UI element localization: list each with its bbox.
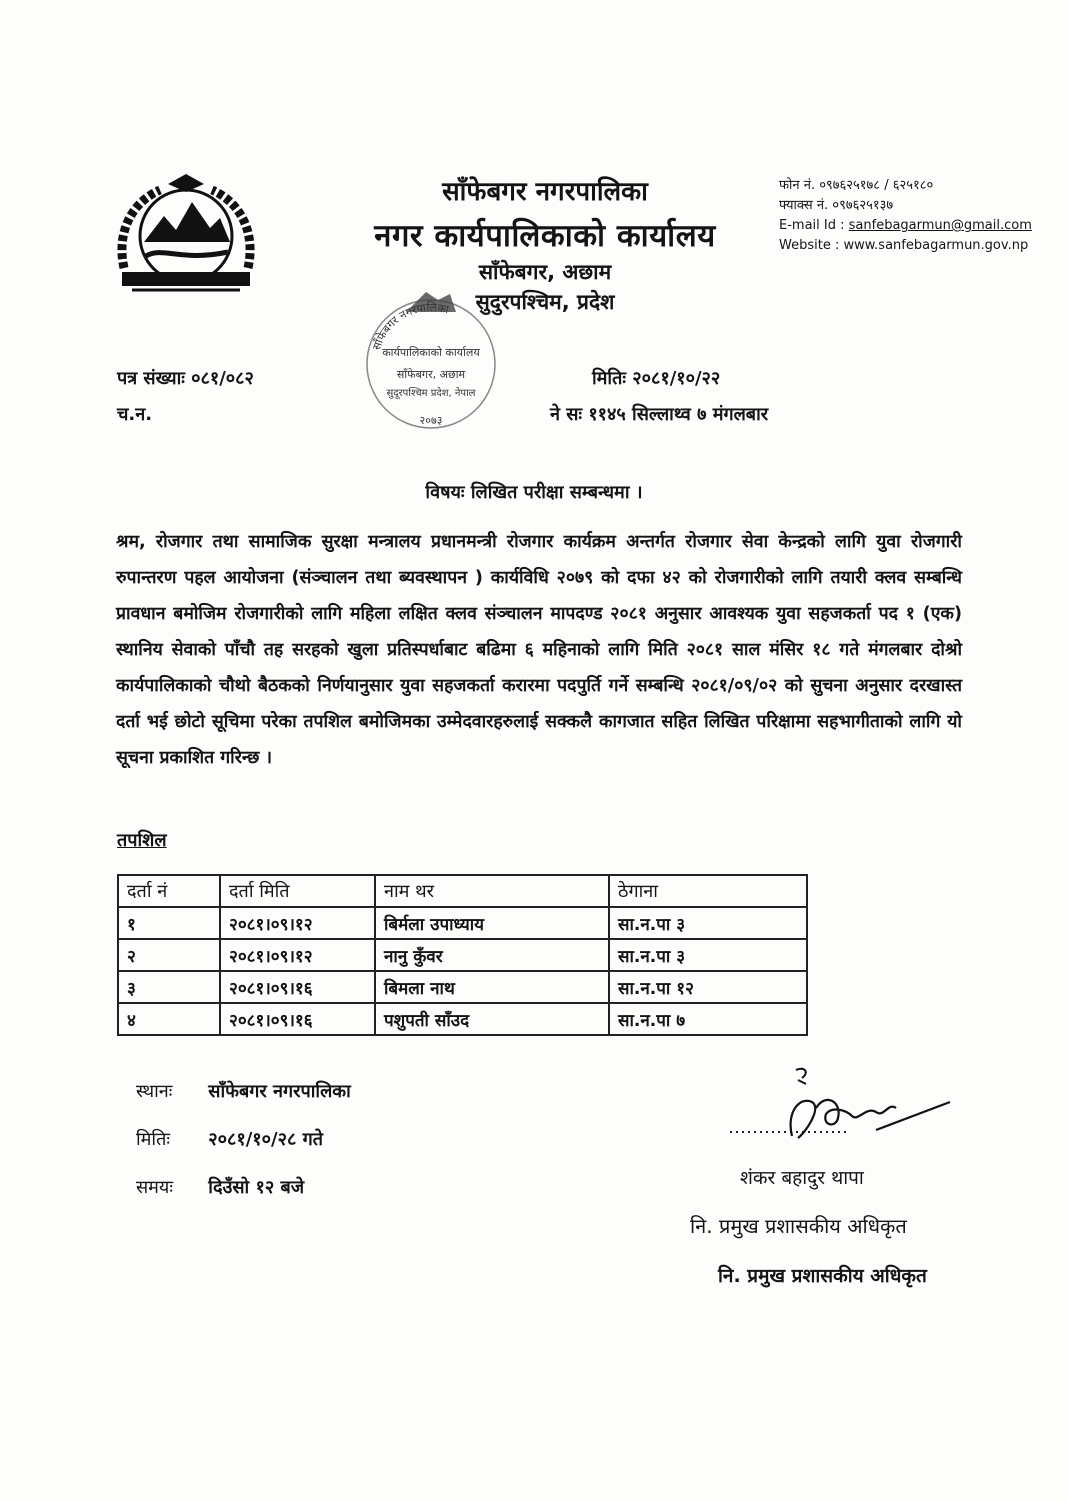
exam-time-label: समयः (136, 1177, 174, 1198)
nepal-sambat-date: ने सः ११४५ सिल्लाथ्व ७ मंगलबार (550, 404, 769, 425)
cell-name: बिमला नाथ (375, 971, 609, 1003)
table-header-row (118, 875, 807, 907)
stamp-text-place: साँफेबगर, अछाम (396, 368, 466, 381)
venue-label: स्थानः (136, 1081, 173, 1102)
cell-address: सा.न.पा ७ (609, 1003, 807, 1035)
exam-date-value: २०८१/१०/२८ गते (208, 1129, 323, 1150)
table-row (118, 971, 807, 1003)
address-line-1: साँफेबगर, अछाम (478, 260, 612, 284)
contact-block (779, 176, 1032, 256)
subject-line: विषयः लिखित परीक्षा सम्बन्धमा । (425, 482, 643, 503)
stamp-text-mid: कार्यपालिकाको कार्यालय (382, 346, 480, 359)
email-line (779, 216, 1032, 236)
exam-date-label: मितिः (136, 1129, 170, 1150)
office-seal-stamp (356, 282, 506, 432)
municipality-name: साँफेबगर नगरपालिका (442, 177, 648, 207)
cell-address: सा.न.पा ३ (609, 907, 807, 939)
letter-date: मितिः २०८१/१०/२२ (592, 368, 721, 389)
phone-number: फोन नं. ०९७६२५१७८ / ६२५१८० (779, 178, 934, 193)
cell-name: पशुपती साँउद (375, 1003, 609, 1035)
office-name: नगर कार्यपालिकाको कार्यालय (374, 218, 716, 254)
svg-text:साँफेबगर नगरपालिका (370, 301, 450, 352)
signatory-title: नि. प्रमुख प्रशासकीय अधिकृत (690, 1214, 907, 1238)
email-link[interactable]: sanfebagarmun@gmail.com (848, 218, 1032, 233)
exam-time-value: दिउँसो १२ बजे (208, 1177, 305, 1198)
handwritten-signature (726, 1062, 956, 1152)
cell-reg-no: २ (118, 939, 220, 971)
details-heading: तपशिल (117, 830, 167, 851)
cell-reg-no: १ (118, 907, 220, 939)
stamp-text-top: साँफेबगर नगरपालिका (370, 300, 450, 352)
cell-reg-date: २०८१।०९।१६ (220, 971, 375, 1003)
cell-reg-no: ३ (118, 971, 220, 1003)
exam-time (136, 1175, 304, 1199)
cell-name: नानु कुँवर (375, 939, 609, 971)
table-row (118, 907, 807, 939)
dispatch-number: च.न. (117, 404, 153, 425)
email-label: E-mail Id : (779, 218, 845, 233)
cell-address: सा.न.पा ३ (609, 939, 807, 971)
stamp-year: २०७३ (419, 414, 443, 427)
exam-venue (136, 1079, 351, 1103)
stamp-text-province: सुदूरपश्चिम प्रदेश, नेपाल (386, 388, 476, 399)
exam-date (136, 1127, 323, 1151)
candidate-table (117, 874, 808, 1036)
letter-number: पत्र संख्याः ०८१/०८२ (117, 368, 254, 389)
website-line[interactable]: Website : www.sanfebagarmun.gov.np (779, 238, 1029, 253)
address-line-2: सुदुरपश्चिम, प्रदेश (475, 290, 615, 314)
signatory-name: शंकर बहादुर थापा (740, 1167, 864, 1189)
notice-body: श्रम, रोजगार तथा सामाजिक सुरक्षा मन्त्रालय प्रधानमन्त्री रोजगार कार्यक्रम अन्तर्गत रोजगार सेवा केन्द्रको लागि युवा रोजगारी रुपान्तरण पहल आयोजना (संञ्चालन तथा ब्यवस्थापन ) कार्यविधि २०७९ को दफा ४२ को रोजगारीको लागि तयारी क्लव सम्बन्धि प्रावधान बमोजिम रोजगारीको लागि महिला लक्षित क्लव संञ्चालन मापदण्ड २०८१ अनुसार आवश्यक युवा सहजकर्ता पद १ (एक) स्थानिय सेवाको पाँचौ तह सरहको खुला प्रतिस्पर्धाबाट बढिमा ६ महिनाको लागि मिति २०८१ साल मंसिर १८ गते मंगलबार दोश्रो कार्यपालिकाको चौथो बैठकको निर्णयानुसार युवा सहजकर्ता करारमा पदपुर्ति गर्ने सम्बन्धि २०८१/०९/०२ को सुचना अनुसार दरखास्त दर्ता भई छोटो सूचिमा परेका तपशिल बमोजिमका उम्मेदवारहरुलाई सक्कलै कागजात सहित लिखित परिक्षामा सहभागीताको लागि यो सूचना प्रकाशित गरिन्छ । (116, 532, 962, 768)
cell-address: सा.न.पा १२ (609, 971, 807, 1003)
cell-reg-date: २०८१।०९।१२ (220, 907, 375, 939)
cell-reg-date: २०८१।०९।१६ (220, 1003, 375, 1035)
nepal-government-emblem-icon (112, 172, 260, 304)
header-address: ठेगाना (609, 875, 807, 907)
cell-name: बिर्मला उपाध्याय (375, 907, 609, 939)
signatory-title-stamp: नि. प्रमुख प्रशासकीय अधिकृत (718, 1265, 927, 1287)
venue-value: साँफेबगर नगरपालिका (208, 1081, 351, 1102)
table-row (118, 1003, 807, 1035)
cell-reg-date: २०८१।०९।१२ (220, 939, 375, 971)
header-reg-date: दर्ता मिति (220, 875, 375, 907)
header-reg-no: दर्ता नं (118, 875, 220, 907)
cell-reg-no: ४ (118, 1003, 220, 1035)
header-name: नाम थर (375, 875, 609, 907)
fax-number: फ्याक्स नं. ०९७६२५१३७ (779, 198, 894, 213)
table-row (118, 939, 807, 971)
